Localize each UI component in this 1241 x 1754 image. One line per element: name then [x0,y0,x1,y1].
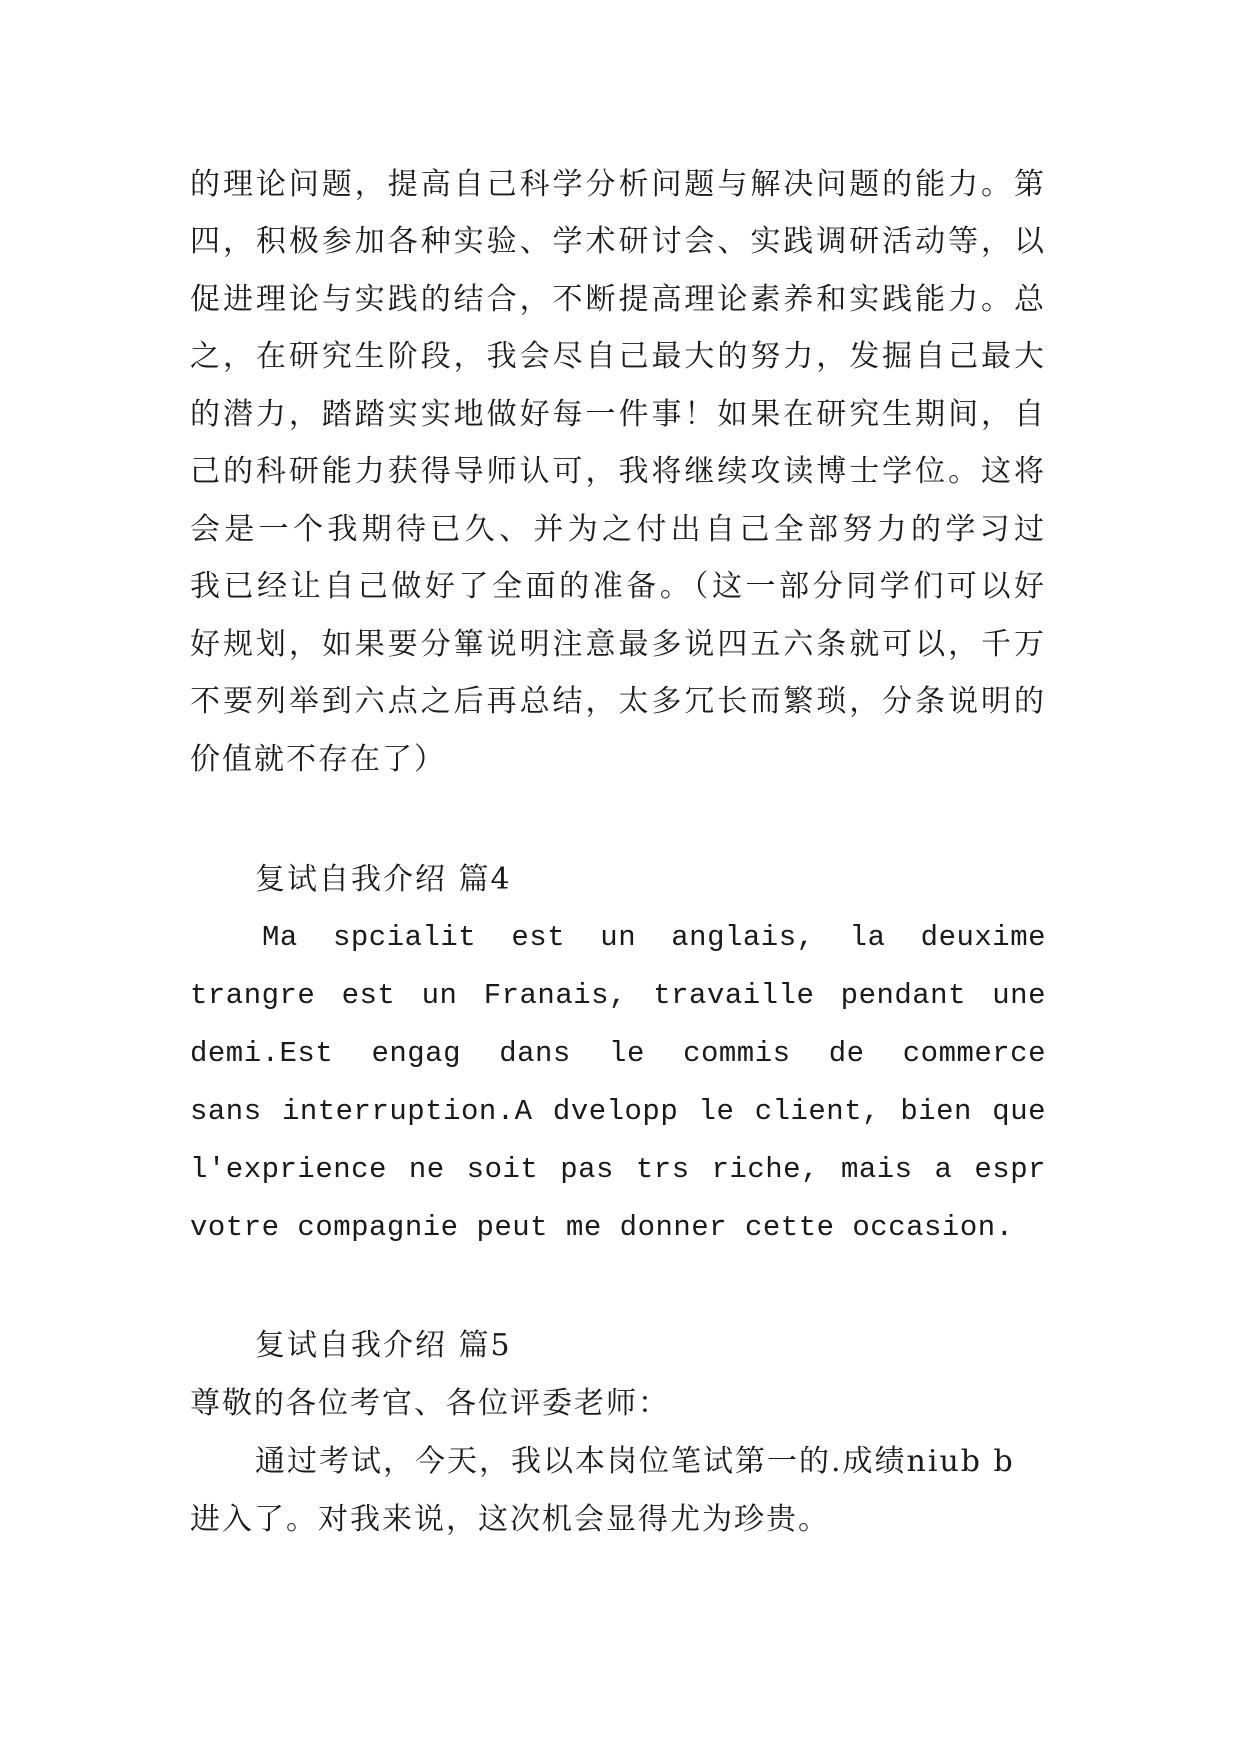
body-text-line: 的潜力，踏踏实实地做好每一件事！如果在研究生期间，自 [190,397,1046,432]
body-text-line: 会是一个我期待已久、并为之付出自己全部努力的学习过 [190,512,1046,547]
section-heading: 复试自我介绍 篇5 [255,1328,512,1363]
body-text-line: 我已经让自己做好了全面的准备。（这一部分同学们可以好 [190,569,1046,604]
body-text-line: 价值就不存在了） [190,742,446,777]
body-text-line: 通过考试，今天，我以本岗位笔试第一的.成绩niub b [255,1444,1015,1479]
body-text-line: 进入了。对我来说，这次机会显得尤为珍贵。 [190,1502,830,1537]
body-text-line: 的理论问题，提高自己科学分析问题与解决问题的能力。第 [190,167,1046,202]
body-text-line: 之，在研究生阶段，我会尽自己最大的努力，发掘自己最大 [190,339,1046,374]
body-text-line: sans interruption.A dvelopp le client, bien que [190,1095,1046,1128]
body-text-line: votre compagnie peut me donner cette occasion. [190,1211,1014,1244]
body-text-line: 己的科研能力获得导师认可，我将继续攻读博士学位。这将 [190,454,1046,489]
section-heading: 复试自我介绍 篇4 [255,862,512,897]
body-text-line: 四，积极参加各种实验、学术研讨会、实践调研活动等，以 [190,224,1046,259]
salutation-text: 尊敬的各位考官、各位评委老师： [190,1386,670,1421]
body-text-line: 促进理论与实践的结合，不断提高理论素养和实践能力。总 [190,282,1046,317]
body-text-line: l'exprience ne soit pas trs riche, mais a espr [190,1153,1046,1186]
body-text-line: trangre est un Franais, travaille pendant une [190,979,1046,1012]
body-text-line: Ma spcialit est un anglais, la deuxime [262,921,1046,954]
body-text-line: demi.Est engag dans le commis de commerce [190,1037,1046,1070]
body-text-line: 不要列举到六点之后再总结，太多冗长而繁琐，分条说明的 [190,684,1046,719]
body-text-line: 好规划，如果要分篳说明注意最多说四五六条就可以，千万 [190,627,1046,662]
